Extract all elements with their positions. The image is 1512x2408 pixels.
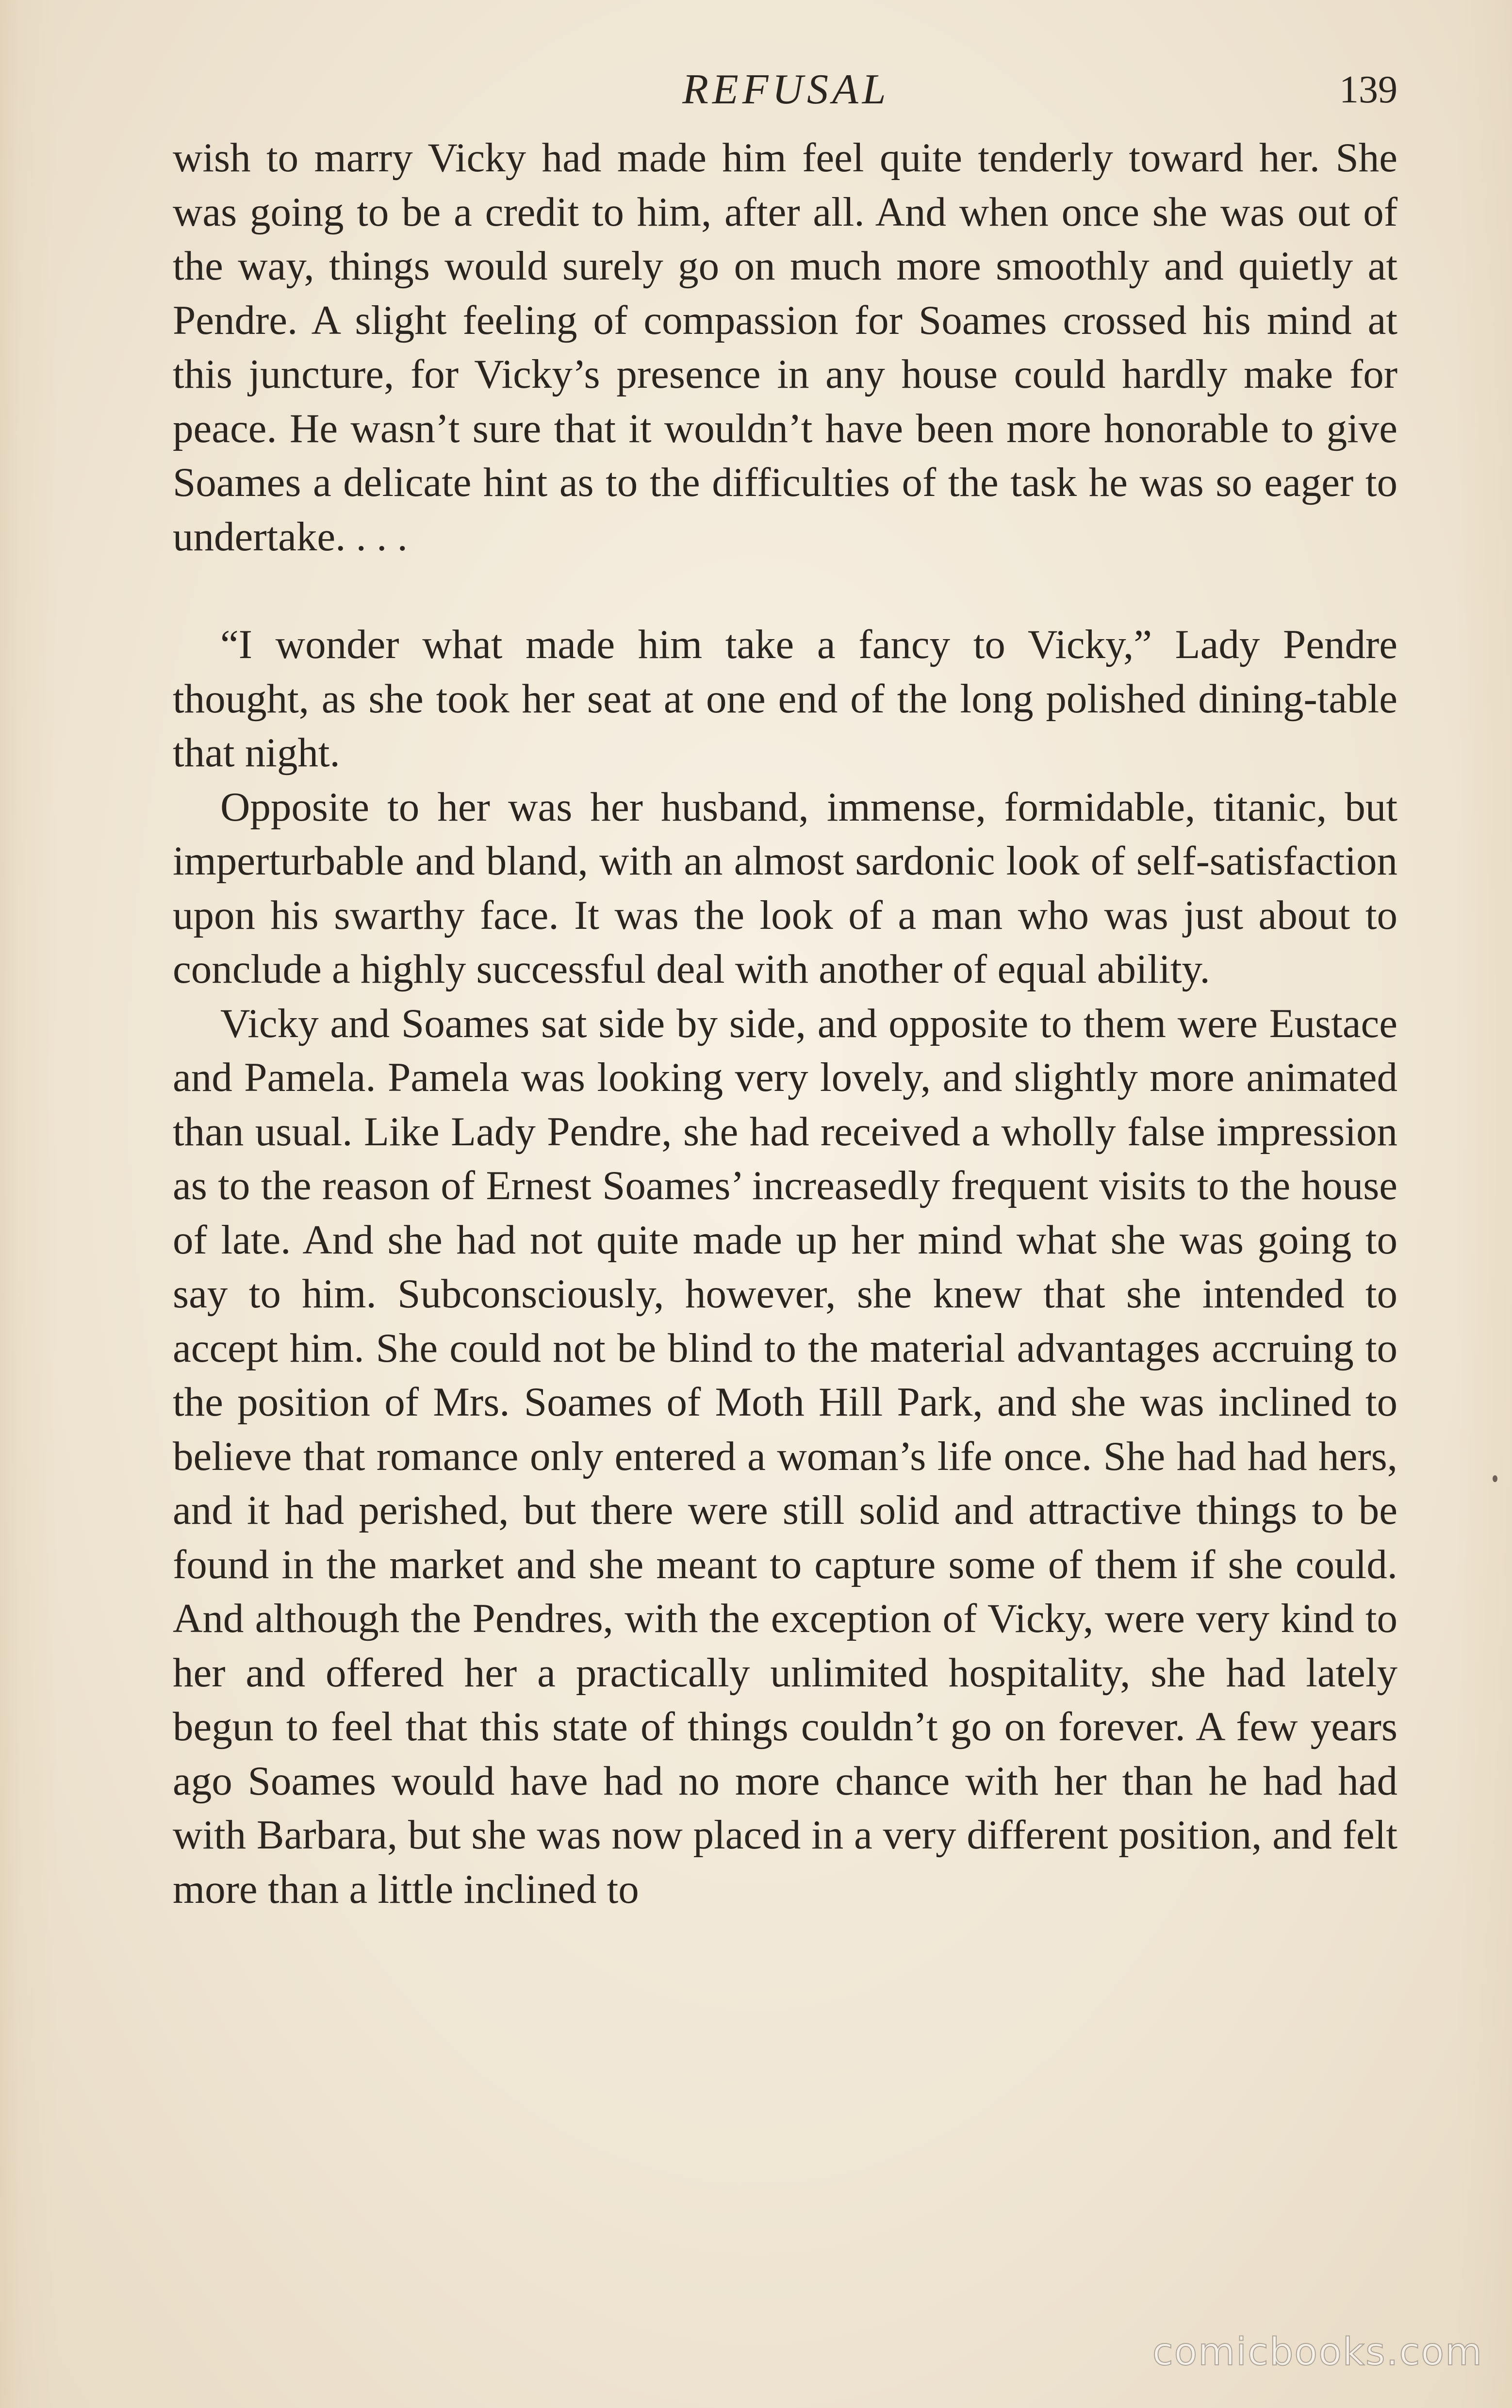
paragraph-continued: wish to marry Vicky had made him feel quite tenderly toward her. She was going to be a credit to him, after all. And when once she was out of the way, things would surely go on much more smoothly and quietly at Pendre. A slight feeling of compassion for Soames crossed his mind at this juncture, for Vicky’s presence in any house could hardly make for peace. He wasn’t sure that it wouldn’t have been more honorable to give Soames a delicate hint as to the difficulties of the task he was so eager to undertake. . . .: [173, 135, 1397, 560]
paragraph-lady-pendre: “I wonder what made him take a fancy to Vicky,” Lady Pendre thought, as she took her seat at one end of the long polished dining-table that night.: [173, 622, 1397, 775]
page-number: 139: [1339, 68, 1397, 111]
body-text: [173, 131, 1397, 1916]
watermark-logo: comicbooks.com: [1152, 2330, 1483, 2374]
paragraph-husband: Opposite to her was her husband, immense, formidable, titanic, but imperturbable and bland, with an almost sardonic look of self-satisfaction upon his swarthy face. It was the look of a man who was just about to conclude a highly successful deal with another of equal ability.: [173, 784, 1397, 992]
paper-speck: [1493, 1475, 1497, 1482]
running-title: REFUSAL: [682, 66, 890, 113]
paragraph-vicky-soames: Vicky and Soames sat side by side, and opposite to them were Eustace and Pamela. Pamela was looking very lovely, and slightly more animated than usual. Like Lady Pendre, she had received a wholly false impression as to the reason of Ernest Soames’ increasedly frequent visits to the house of late. And she had not quite made up her mind what she was going to say to him. Subconsciously, however, she knew that she intended to accept him. She could not be blind to the material advantages accruing to the position of Mrs. Soames of Moth Hill Park, and she was inclined to believe that romance only entered a woman’s life once. She had had hers, and it had perished, but there were still solid and attractive things to be found in the market and she meant to capture some of them if she could. And although the Pendres, with the exception of Vicky, were very kind to her and offered her a practically unlimited hospitality, she had lately begun to feel that this state of things couldn’t go on forever. A few years ago Soames would have had no more chance with her than he had had with Barbara, but she was now placed in a very different position, and felt more than a little inclined to: [173, 1000, 1397, 1912]
running-head: [175, 58, 1397, 121]
